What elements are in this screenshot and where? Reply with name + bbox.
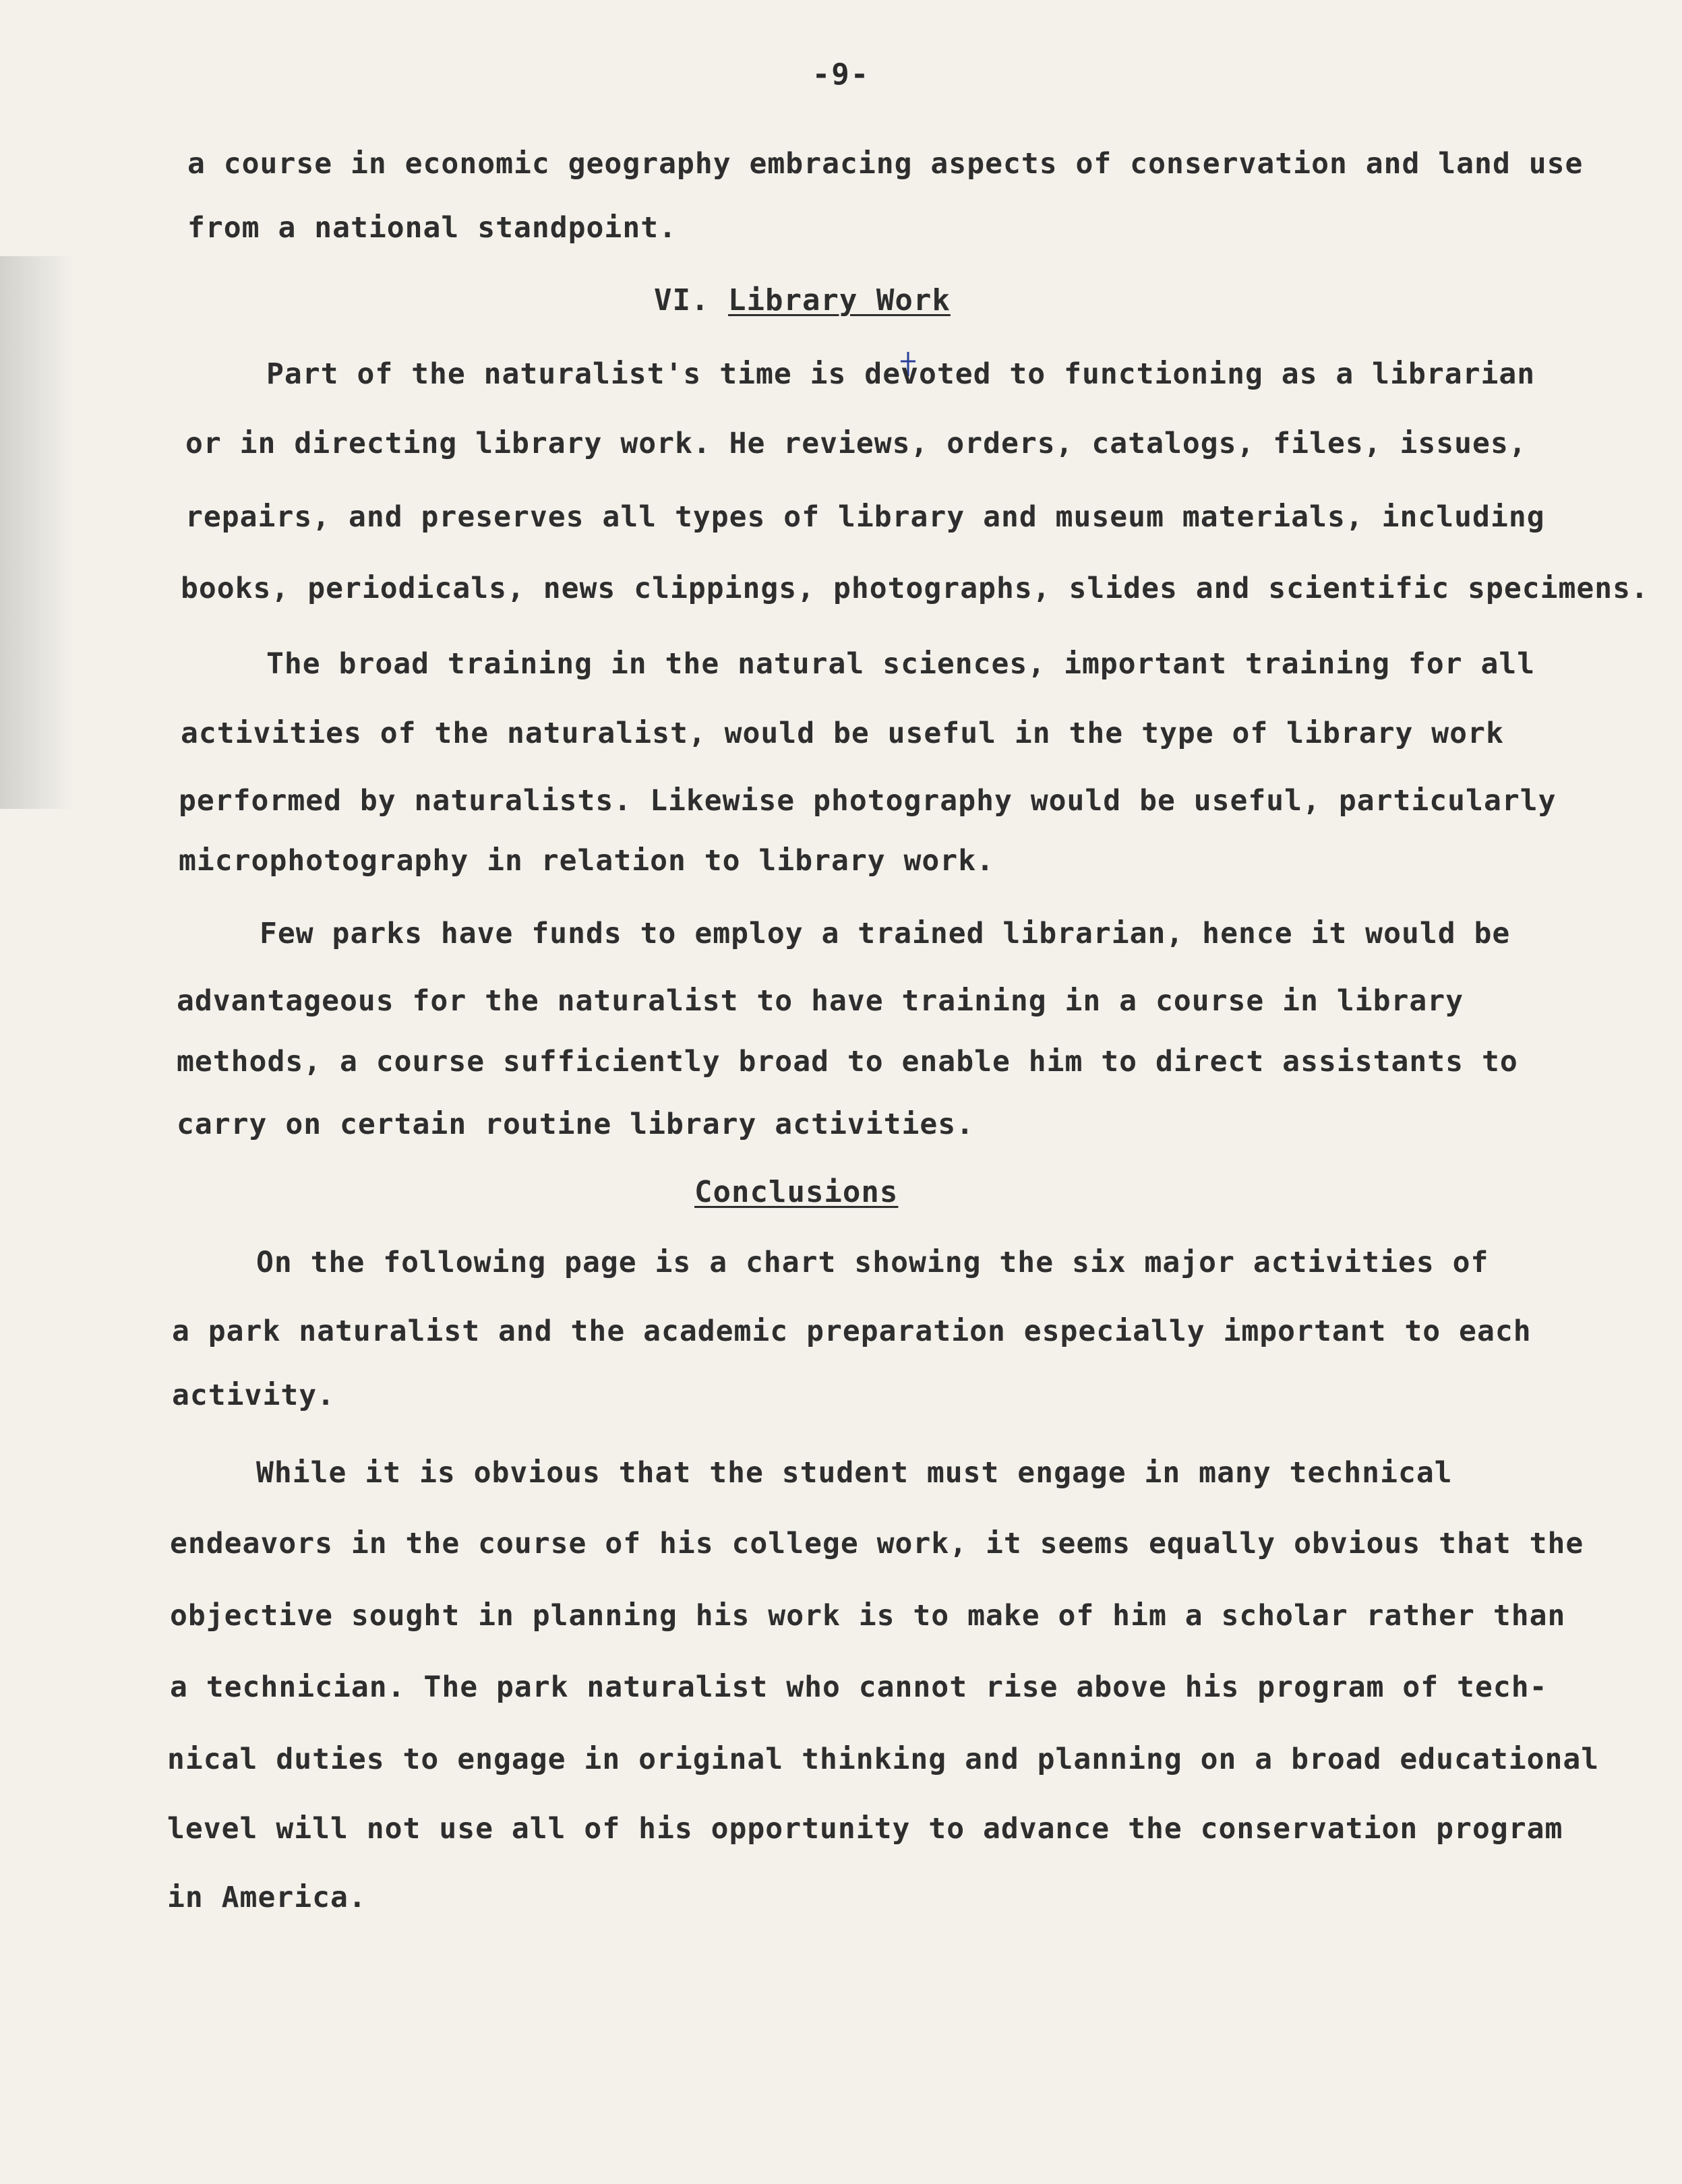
section-number: VI. [654, 283, 710, 317]
text-line: in America. [167, 1881, 367, 1914]
text-line: a technician. The park naturalist who cannot rise above his program of tech- [170, 1670, 1548, 1704]
text-line: performed by naturalists. Likewise photography would be useful, particularly [179, 784, 1557, 818]
text-line: books, periodicals, news clippings, photographs, slides and scientific specimens. [181, 572, 1649, 605]
text-line: objective sought in planning his work is to make of him a scholar rather than [170, 1599, 1566, 1633]
text-line: Few parks have funds to employ a trained librarian, hence it would be [260, 917, 1511, 950]
text-line: nical duties to engage in original thinking and planning on a broad educational [167, 1742, 1600, 1776]
text-line: endeavors in the course of his college work, it seems equally obvious that the [170, 1527, 1584, 1560]
text-line: level will not use all of his opportunity to advance the conservation program [167, 1812, 1563, 1846]
text-line: a course in economic geography embracing aspects of conservation and land use [187, 147, 1584, 181]
text-line: The broad training in the natural sciences, important training for all [266, 647, 1536, 681]
scan-shadow [0, 256, 74, 809]
text-line: methods, a course sufficiently broad to enable him to direct assistants to [177, 1045, 1518, 1079]
page-number: -9- [812, 57, 870, 92]
text-line: repairs, and preserves all types of library and museum materials, including [185, 500, 1545, 534]
text-line: microphotography in relation to library work. [179, 844, 994, 878]
text-line: from a national standpoint. [187, 211, 677, 245]
section-title: Library Work [727, 283, 951, 317]
conclusions-heading [694, 1175, 898, 1209]
text-line: activity. [172, 1378, 335, 1412]
text-line: activities of the naturalist, would be useful in the type of library work [181, 717, 1504, 750]
text-line: a park naturalist and the academic preparation especially important to each [172, 1314, 1532, 1348]
text-line: carry on certain routine library activities. [177, 1108, 975, 1141]
conclusions-title: Conclusions [694, 1175, 899, 1209]
text-line: or in directing library work. He reviews, orders, catalogs, files, issues, [185, 427, 1527, 460]
text-line: While it is obvious that the student must engage in many technical [256, 1456, 1453, 1490]
section-heading [654, 283, 951, 317]
text-line: Part of the naturalist's time is devoted to functioning as a librarian [266, 357, 1536, 391]
text-line: advantageous for the naturalist to have training in a course in library [177, 984, 1464, 1018]
text-line: On the following page is a chart showing the six major activities of [256, 1246, 1489, 1279]
